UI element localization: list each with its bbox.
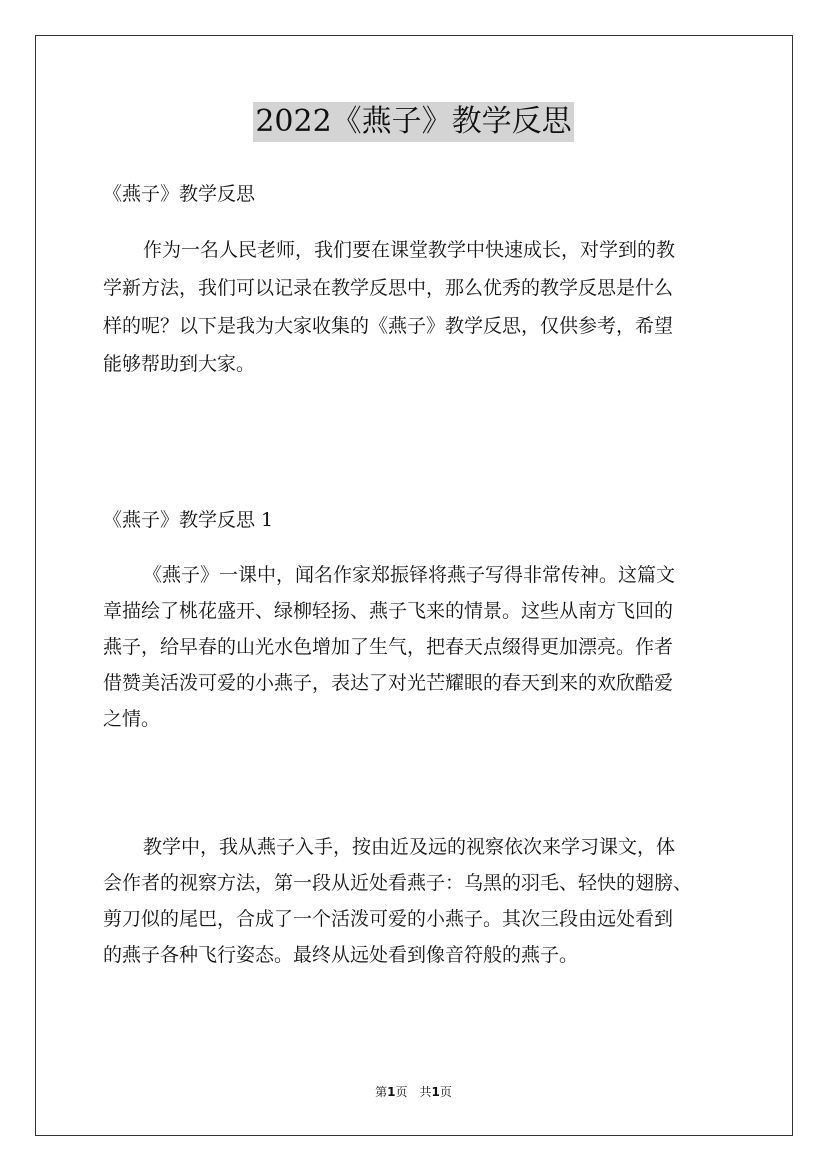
paragraph-2 — [103, 829, 727, 973]
footer-mid: 页 共 — [395, 1085, 432, 1099]
section-heading: 《燕子》教学反思 — [103, 183, 256, 205]
document-title: 2022《燕子》教学反思 — [253, 102, 573, 142]
text-line: 章描绘了桃花盛开、绿柳轻扬、燕子飞来的情景。这些从南方飞回的 — [103, 600, 674, 622]
text-line: 能够帮助到大家。 — [103, 353, 256, 375]
footer-total-pages: 1 — [431, 1085, 440, 1099]
text-line: 剪刀似的尾巴，合成了一个活泼可爱的小燕子。其次三段由远处看到 — [103, 908, 674, 930]
section-heading-1: 《燕子》教学反思 1 — [103, 509, 274, 531]
footer-suffix: 页 — [439, 1085, 452, 1099]
footer-page-number: 1 — [387, 1085, 396, 1099]
text-line: 之情。 — [103, 708, 161, 730]
text-line: 燕子，给早春的山光水色增加了生气，把春天点缀得更加漂亮。作者 — [103, 636, 674, 658]
text-line: 教学中，我从燕子入手，按由近及远的视察依次来学习课文，体 — [143, 836, 676, 858]
text-line: 借赞美活泼可爱的小燕子，表达了对光芒耀眼的春天到来的欢欣酷爱 — [103, 672, 674, 694]
footer-prefix: 第 — [375, 1085, 388, 1099]
paragraph-1 — [103, 557, 727, 737]
text-line: 的燕子各种飞行姿态。最终从远处看到像音符般的燕子。 — [103, 944, 579, 966]
text-line: 会作者的视察方法，第一段从近处看燕子：乌黑的羽毛、轻快的翅膀、 — [103, 872, 693, 894]
text-line: 样的呢？以下是我为大家收集的《燕子》教学反思，仅供参考，希望 — [103, 315, 674, 337]
text-line: 作为一名人民老师，我们要在课堂教学中快速成长，对学到的教 — [143, 239, 676, 261]
text-line: 《燕子》一课中，闻名作家郑振铎将燕子写得非常传神。这篇文 — [143, 564, 676, 586]
text-line: 学新方法，我们可以记录在教学反思中，那么优秀的教学反思是什么 — [103, 277, 674, 299]
page-footer — [0, 1083, 827, 1100]
document-title-wrap — [0, 102, 827, 142]
intro-paragraph — [103, 231, 727, 383]
